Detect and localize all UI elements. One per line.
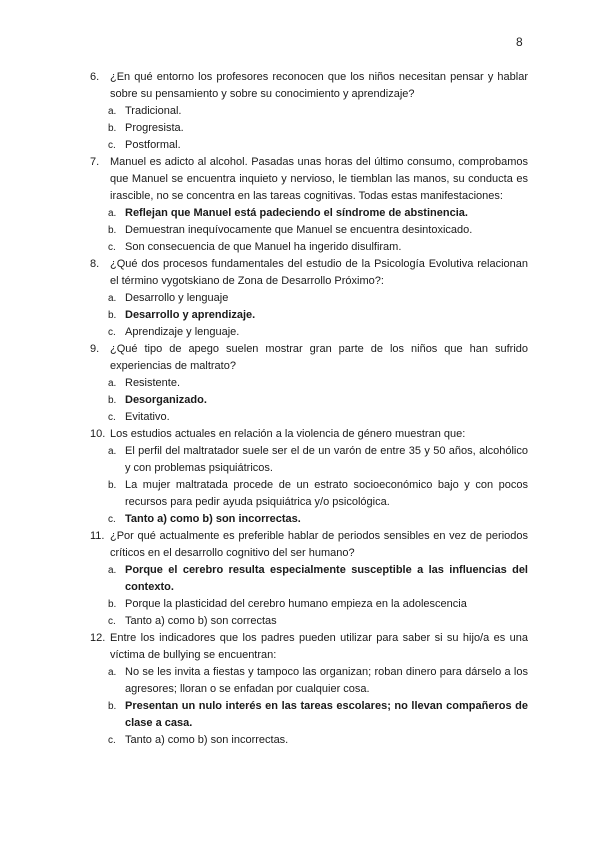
answer-options [90, 290, 528, 341]
option-text: Resistente. [125, 377, 181, 389]
question-item [90, 154, 528, 205]
answer-option [90, 375, 528, 392]
answer-option [90, 239, 528, 256]
option-text: No se les invita a fiestas y tampoco las organizan; roban dinero para dárselo a los agresores; lloran o se enfadan por cualquier cosa. [125, 666, 528, 695]
option-text-highlighted: Desorganizado. [125, 394, 207, 406]
question-text: Entre los indicadores que los padres pueden utilizar para saber si su hijo/a es una víctima de bullying se encuentran: [110, 632, 528, 661]
option-letter: c. [108, 242, 116, 253]
answer-option [90, 562, 528, 596]
option-letter: b. [108, 225, 117, 236]
question-text: ¿Qué tipo de apego suelen mostrar gran parte de los niños que han sufrido experiencias de maltrato? [110, 343, 528, 372]
answer-option [90, 596, 528, 613]
answer-option [90, 307, 528, 324]
option-text: Demuestran inequívocamente que Manuel se encuentra desintoxicado. [125, 224, 473, 236]
option-text: El perfil del maltratador suele ser el de un varón de entre 35 y 50 años, alcohólico y con problemas psiquiátricos. [125, 445, 528, 474]
answer-option [90, 613, 528, 630]
answer-option [90, 392, 528, 409]
question-text: ¿En qué entorno los profesores reconocen que los niños necesitan pensar y hablar sobre su pensamiento y sobre su conocimiento y aprendizaje? [110, 71, 528, 100]
option-text: Progresista. [125, 122, 184, 134]
answer-option [90, 443, 528, 477]
option-text: Postformal. [125, 139, 181, 151]
answer-options [90, 205, 528, 256]
option-text-highlighted: Reflejan que Manuel está padeciendo el síndrome de abstinencia. [125, 207, 468, 219]
option-text: Tanto a) como b) son correctas [125, 615, 277, 627]
option-letter: b. [108, 480, 117, 491]
answer-option [90, 205, 528, 222]
option-text: Evitativo. [125, 411, 170, 423]
option-letter: b. [108, 123, 117, 134]
answer-options [90, 103, 528, 154]
answer-option [90, 664, 528, 698]
option-text-highlighted: Porque el cerebro resulta especialmente susceptible a las influencias del contexto. [125, 564, 528, 593]
option-letter: a. [108, 667, 117, 678]
answer-options [90, 375, 528, 426]
option-letter: a. [108, 446, 117, 457]
option-text: La mujer maltratada procede de un estrato socioeconómico bajo y con pocos recursos para pedir ayuda psiquiátrica y/o psicológica. [125, 479, 528, 508]
option-letter: c. [108, 735, 116, 746]
option-text: Porque la plasticidad del cerebro humano empieza en la adolescencia [125, 598, 467, 610]
option-letter: a. [108, 106, 117, 117]
answer-option [90, 290, 528, 307]
question-number: 11. [90, 530, 105, 542]
option-letter: a. [108, 378, 117, 389]
answer-option [90, 120, 528, 137]
option-letter: b. [108, 599, 117, 610]
question-number: 8. [90, 258, 100, 270]
answer-option [90, 324, 528, 341]
question-item [90, 256, 528, 290]
question-text: ¿Qué dos procesos fundamentales del estudio de la Psicología Evolutiva relacionan el término vygotskiano de Zona de Desarrollo Próximo?: [110, 258, 528, 287]
option-letter: b. [108, 395, 117, 406]
option-text-highlighted: Tanto a) como b) son incorrectas. [125, 513, 301, 525]
answer-option [90, 409, 528, 426]
option-text: Tanto a) como b) son incorrectas. [125, 734, 289, 746]
question-number: 9. [90, 343, 100, 355]
answer-options [90, 664, 528, 749]
option-letter: c. [108, 327, 116, 338]
answer-option [90, 137, 528, 154]
question-text: ¿Por qué actualmente es preferible hablar de periodos sensibles en vez de periodos críticos en el desarrollo cognitivo del ser humano? [110, 530, 528, 559]
option-text: Desarrollo y lenguaje [125, 292, 229, 304]
answer-option [90, 477, 528, 511]
option-text: Aprendizaje y lenguaje. [125, 326, 240, 338]
option-letter: c. [108, 412, 116, 423]
option-text: Tradicional. [125, 105, 182, 117]
question-item [90, 528, 528, 562]
question-text: Manuel es adicto al alcohol. Pasadas unas horas del último consumo, comprobamos que Manuel se encuentra inquieto y nervioso, le tiemblan las manos, su conducta es irascible, no se concentra en las tareas cognitivas. Todas estas manifestaciones: [110, 156, 528, 202]
option-letter: c. [108, 616, 116, 627]
option-letter: c. [108, 514, 116, 525]
option-text-highlighted: Desarrollo y aprendizaje. [125, 309, 256, 321]
question-number: 6. [90, 71, 100, 83]
answer-option [90, 511, 528, 528]
question-number: 10. [90, 428, 106, 440]
answer-option [90, 698, 528, 732]
option-letter: b. [108, 701, 117, 712]
option-text-highlighted: Presentan un nulo interés en las tareas escolares; no llevan compañeros de clase a casa. [125, 700, 528, 729]
answer-options [90, 443, 528, 528]
question-text: Los estudios actuales en relación a la violencia de género muestran que: [110, 428, 466, 440]
option-letter: c. [108, 140, 116, 151]
option-letter: a. [108, 208, 117, 219]
option-letter: a. [108, 293, 117, 304]
question-number: 7. [90, 156, 100, 168]
question-item [90, 630, 528, 664]
question-item [90, 426, 528, 443]
page-number: 8 [516, 35, 523, 49]
option-letter: b. [108, 310, 117, 321]
answer-option [90, 222, 528, 239]
question-item [90, 69, 528, 103]
option-letter: a. [108, 565, 117, 576]
question-list [90, 69, 528, 749]
question-number: 12. [90, 632, 106, 644]
answer-options [90, 562, 528, 630]
question-item [90, 341, 528, 375]
option-text: Son consecuencia de que Manuel ha ingerido disulfiram. [125, 241, 402, 253]
answer-option [90, 732, 528, 749]
answer-option [90, 103, 528, 120]
